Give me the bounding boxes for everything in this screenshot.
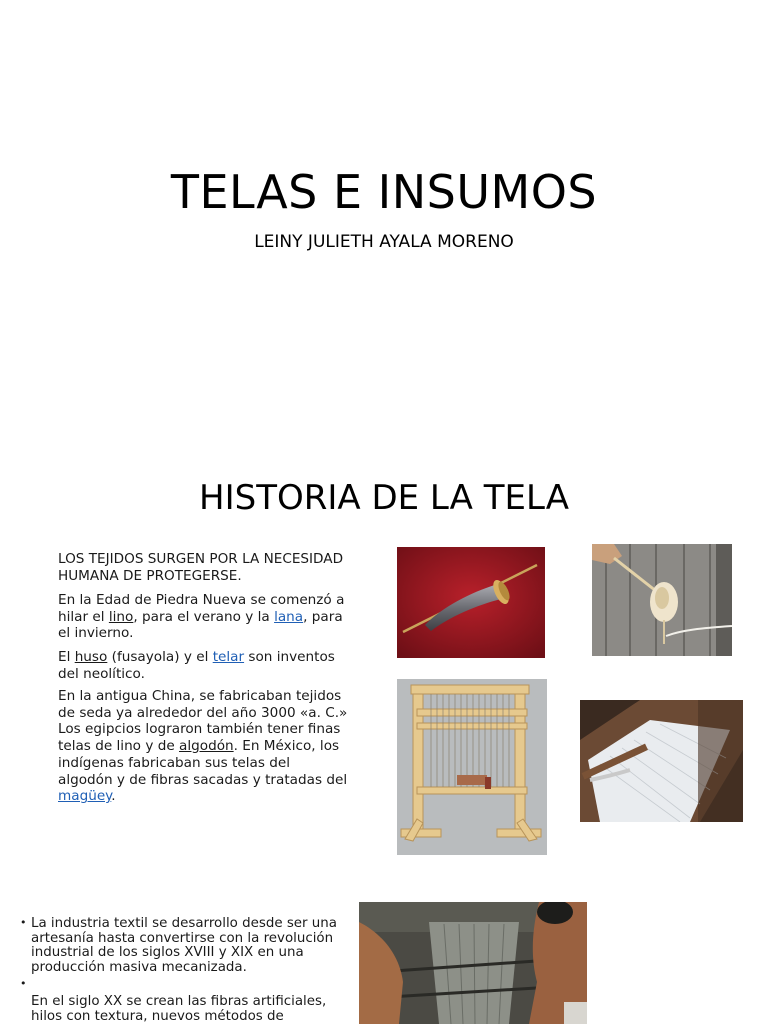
weavers-photo xyxy=(359,902,587,1024)
text-run: son inventos del neolítico. xyxy=(58,649,335,682)
text-run: El xyxy=(58,649,75,665)
paragraph-intro: LOS TEJIDOS SURGEN POR LA NECESIDAD HUMANA DE PROTEGERSE. xyxy=(58,551,344,584)
bullet-item-empty xyxy=(20,978,340,992)
slide-title: TELAS E INSUMOS xyxy=(170,165,598,219)
link-huso[interactable]: huso xyxy=(74,649,108,665)
link-telar[interactable]: telar xyxy=(212,649,245,665)
bullet-marker: • xyxy=(20,977,27,991)
bullet-item xyxy=(20,917,340,975)
link-maguey[interactable]: magüey xyxy=(58,788,112,805)
bullet-item xyxy=(20,995,340,1024)
bullet-list xyxy=(20,917,340,1028)
text-run: En la antigua China, se fabricaban tejidos de seda ya alrededor del año 3000 «a. C.» Los egipcios lograron también tener finas telas de lino y de xyxy=(58,688,348,755)
slide-subtitle-author: LEINY JULIETH AYALA MORENO xyxy=(254,232,514,252)
bullet-text: En el siglo XX se crean las fibras artificiales, hilos con textura, nuevos métodos de xyxy=(31,994,327,1024)
paragraph-neolithic xyxy=(58,649,348,682)
hand-spindle-photo xyxy=(592,544,732,656)
bullet-marker: • xyxy=(20,916,27,929)
text-run: (fusayola) y el xyxy=(107,649,213,665)
paragraph-stone-age xyxy=(58,592,348,642)
text-run: . xyxy=(111,788,116,805)
bullet-text: La industria textil se desarrollo desde ser una artesanía hasta convertirse con la revolución industrial de los siglos XVIII y XIX en una producción masiva mecanizada. xyxy=(31,916,337,975)
link-lino[interactable]: lino xyxy=(108,608,134,625)
text-run: , para el invierno. xyxy=(58,608,343,642)
link-algodon[interactable]: algodón xyxy=(179,738,234,755)
link-lana[interactable]: lana xyxy=(274,608,304,625)
paragraph-china-egypt-mexico xyxy=(58,688,348,805)
spindle-photo xyxy=(397,547,545,658)
text-run: En la Edad de Piedra Nueva se comenzó a hilar el xyxy=(58,592,345,625)
text-run: . En México, los indígenas fabricaban sus telas del algodón y de fibras sacadas y tratadas del xyxy=(58,738,348,788)
loom-closeup-photo xyxy=(580,700,743,822)
frame-loom-photo xyxy=(397,679,547,855)
text-run: , para el verano y la xyxy=(133,608,275,625)
section-title: HISTORIA DE LA TELA xyxy=(199,478,569,518)
